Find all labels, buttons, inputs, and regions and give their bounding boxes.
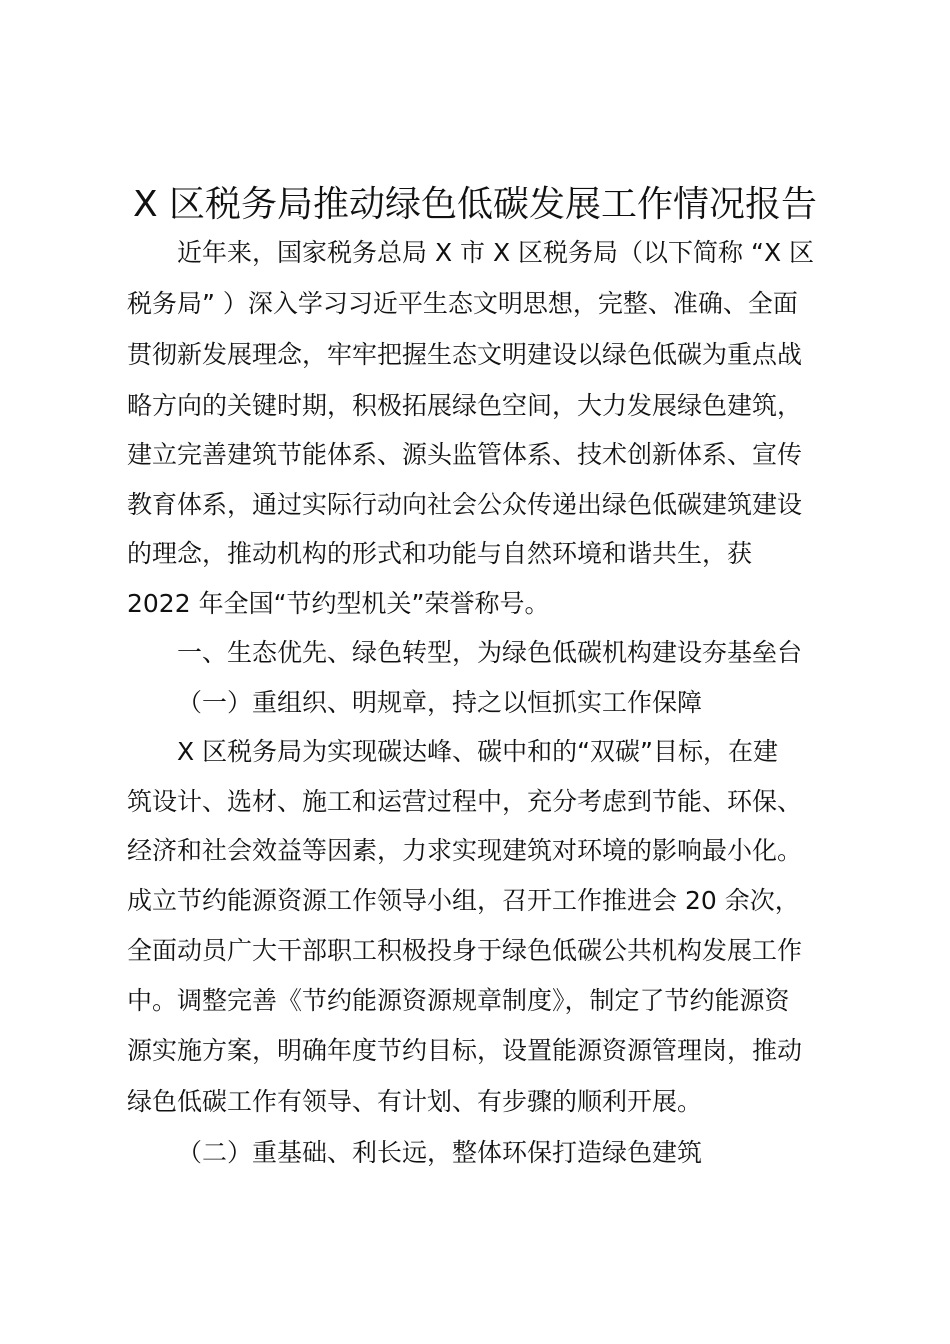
paragraph-line: 成立节约能源资源工作领导小组，召开工作推进会 20 余次， — [127, 886, 800, 915]
section-heading: 一、生态优先、绿色转型，为绿色低碳机构建设夯基垒台 — [177, 638, 803, 667]
document-title: X 区税务局推动绿色低碳发展工作情况报告 — [132, 184, 818, 225]
paragraph-line: 贯彻新发展理念，牢牢把握生态文明建设以绿色低碳为重点战 — [127, 340, 803, 369]
subsection-heading: （一）重组织、明规章，持之以恒抓实工作保障 — [177, 688, 703, 717]
paragraph-line: 教育体系，通过实际行动向社会公众传递出绿色低碳建筑建设 — [127, 490, 803, 519]
paragraph-line: 建立完善建筑节能体系、源头监管体系、技术创新体系、宣传 — [127, 440, 803, 469]
paragraph-line: 源实施方案，明确年度节约目标，设置能源资源管理岗，推动 — [127, 1036, 803, 1065]
subsection-heading: （二）重基础、利长远，整体环保打造绿色建筑 — [177, 1138, 703, 1167]
paragraph-line: 的理念，推动机构的形式和功能与自然环境和谐共生，获 — [127, 539, 753, 568]
paragraph-line: 税务局” ）深入学习习近平生态文明思想，完整、准确、全面 — [127, 289, 798, 318]
paragraph-line: 近年来，国家税务总局 X 市 X 区税务局（以下简称 “X 区 — [177, 238, 815, 267]
paragraph-line: 全面动员广大干部职工积极投身于绿色低碳公共机构发展工作 — [127, 936, 803, 965]
paragraph-line: 经济和社会效益等因素，力求实现建筑对环境的影响最小化。 — [127, 836, 803, 865]
paragraph-line: 中。调整完善《节约能源资源规章制度》，制定了节约能源资 — [127, 986, 790, 1015]
paragraph-line: 筑设计、选材、施工和运营过程中，充分考虑到节能、环保、 — [127, 787, 803, 816]
paragraph-line: 绿色低碳工作有领导、有计划、有步骤的顺利开展。 — [127, 1087, 703, 1116]
paragraph-line: 略方向的关键时期，积极拓展绿色空间，大力发展绿色建筑， — [127, 391, 803, 420]
paragraph-line: 2022 年全国“节约型机关”荣誉称号。 — [127, 589, 550, 618]
paragraph-line: X 区税务局为实现碳达峰、碳中和的“双碳”目标，在建 — [177, 737, 778, 766]
